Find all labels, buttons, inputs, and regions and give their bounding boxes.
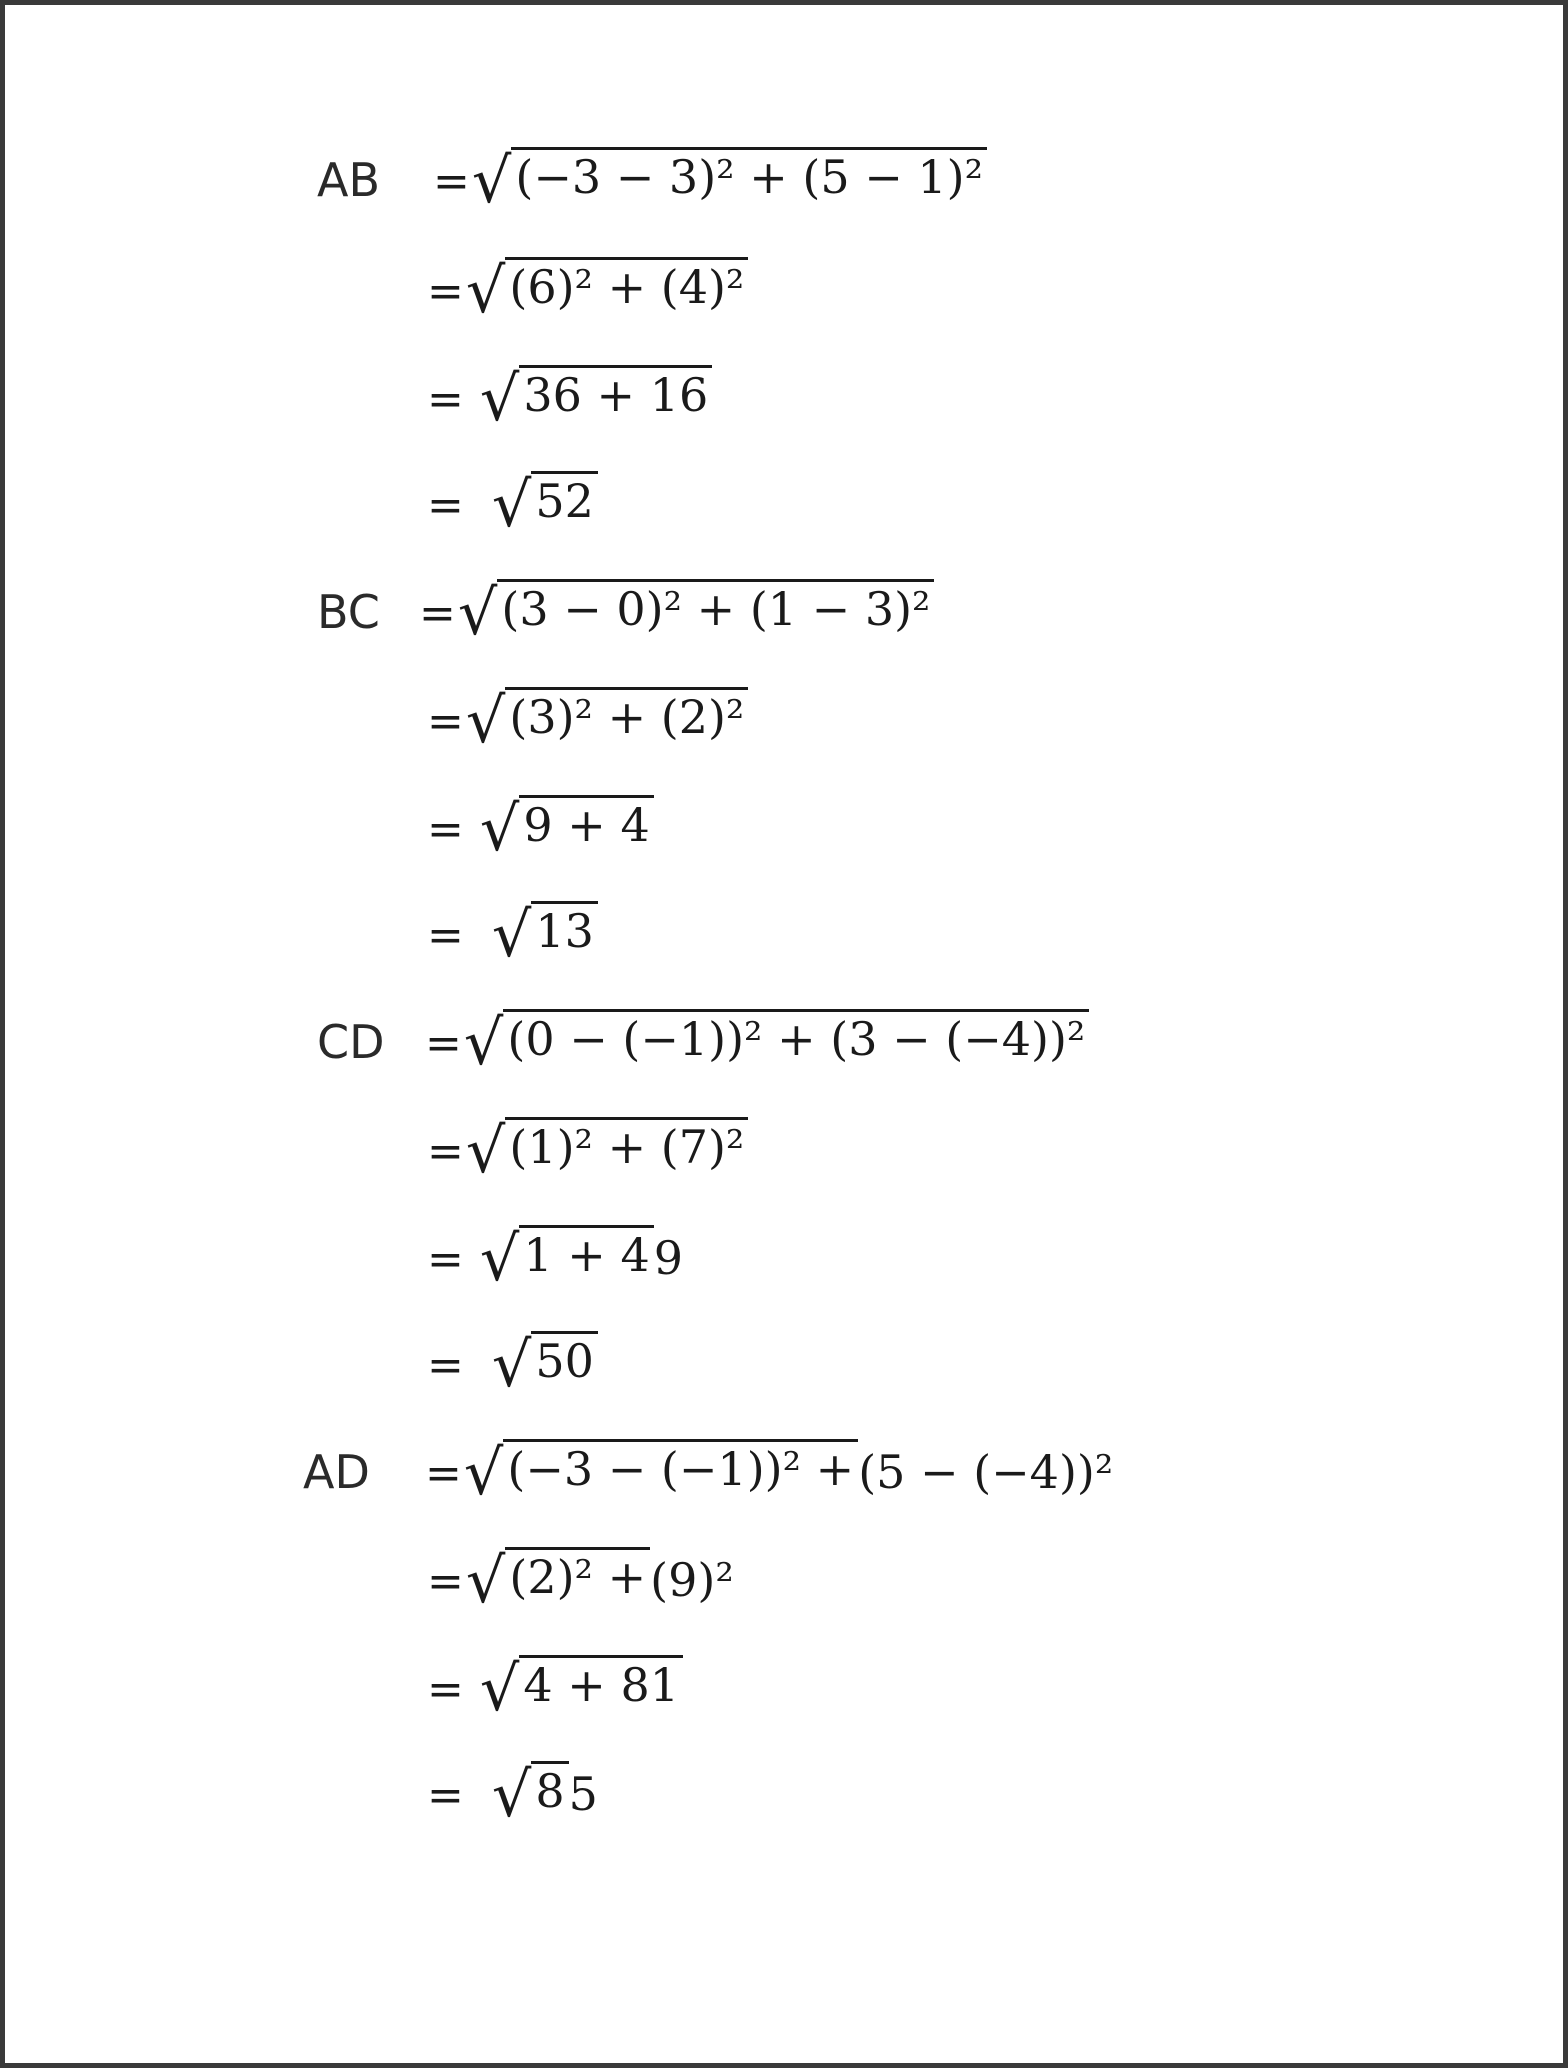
radicand: (0 − (−1))² + (3 − (−4))² <box>503 1009 1089 1065</box>
radical-sign-icon: √ <box>465 684 506 757</box>
trailing-term: (9)² <box>650 1553 734 1607</box>
radical-sign-icon: √ <box>463 1006 504 1079</box>
square-root <box>479 792 654 865</box>
square-root <box>479 1222 654 1295</box>
equation-line <box>425 1436 1114 1509</box>
radicand: (2)² + <box>505 1547 650 1603</box>
radical-sign-icon: √ <box>471 144 512 217</box>
radicand: 1 + 4 <box>519 1225 653 1281</box>
trailing-term: (5 − (−4))² <box>858 1445 1114 1499</box>
equals-sign: = <box>427 1664 464 1715</box>
radicand: 9 + 4 <box>519 795 653 851</box>
equation-line <box>427 684 748 757</box>
equation-line <box>427 254 748 327</box>
radical-sign-icon: √ <box>465 1544 506 1617</box>
equation-line <box>427 468 598 541</box>
square-root <box>465 254 749 327</box>
square-root <box>491 898 598 971</box>
segment-label-ab: AB <box>317 153 381 207</box>
equation-line <box>433 144 987 217</box>
square-root <box>463 1436 858 1509</box>
equals-sign: = <box>427 696 464 747</box>
radical-sign-icon: √ <box>457 576 498 649</box>
square-root <box>491 468 598 541</box>
equation-line <box>427 1758 598 1831</box>
radical-sign-icon: √ <box>491 1758 532 1831</box>
radical-sign-icon: √ <box>491 468 532 541</box>
equals-sign: = <box>427 1340 464 1391</box>
equals-sign: = <box>427 1556 464 1607</box>
radicand: 8 <box>531 1761 568 1817</box>
segment-label-cd: CD <box>317 1015 385 1069</box>
radicand: 4 + 81 <box>519 1655 683 1711</box>
radicand: (3 − 0)² + (1 − 3)² <box>497 579 934 635</box>
equals-sign: = <box>427 1770 464 1821</box>
radicand: (−3 − 3)² + (5 − 1)² <box>511 147 987 203</box>
square-root <box>491 1758 569 1831</box>
trailing-term: 9 <box>653 1231 683 1285</box>
equals-sign: = <box>427 910 464 961</box>
equation-line <box>427 1544 734 1617</box>
equation-line <box>427 1222 683 1295</box>
square-root <box>465 1114 749 1187</box>
square-root <box>491 1328 598 1401</box>
radical-sign-icon: √ <box>479 362 520 435</box>
radicand: 13 <box>531 901 598 957</box>
radicand: 50 <box>531 1331 598 1387</box>
square-root <box>465 1544 650 1617</box>
equals-sign: = <box>425 1018 462 1069</box>
equation-line <box>427 898 598 971</box>
equation-line <box>427 1114 748 1187</box>
equation-line <box>427 1328 598 1401</box>
equation-line <box>427 1652 683 1725</box>
square-root <box>479 1652 683 1725</box>
square-root <box>479 362 712 435</box>
radical-sign-icon: √ <box>479 1222 520 1295</box>
radical-sign-icon: √ <box>465 254 506 327</box>
radicand: 36 + 16 <box>519 365 712 421</box>
equals-sign: = <box>427 480 464 531</box>
segment-label-ad: AD <box>303 1445 370 1499</box>
equals-sign: = <box>427 1234 464 1285</box>
equation-line <box>427 362 712 435</box>
square-root <box>463 1006 1089 1079</box>
equals-sign: = <box>427 804 464 855</box>
radical-sign-icon: √ <box>491 898 532 971</box>
equals-sign: = <box>427 374 464 425</box>
radical-sign-icon: √ <box>465 1114 506 1187</box>
equals-sign: = <box>433 156 470 207</box>
equals-sign: = <box>427 266 464 317</box>
segment-label-bc: BC <box>317 585 380 639</box>
trailing-term: 5 <box>568 1767 598 1821</box>
radicand: (6)² + (4)² <box>505 257 748 313</box>
radical-sign-icon: √ <box>491 1328 532 1401</box>
square-root <box>457 576 935 649</box>
radicand: (3)² + (2)² <box>505 687 748 743</box>
radical-sign-icon: √ <box>463 1436 504 1509</box>
square-root <box>465 684 749 757</box>
radicand: (1)² + (7)² <box>505 1117 748 1173</box>
square-root <box>471 144 987 217</box>
radicand: (−3 − (−1))² + <box>503 1439 858 1495</box>
equals-sign: = <box>425 1448 462 1499</box>
equation-line <box>425 1006 1089 1079</box>
radical-sign-icon: √ <box>479 792 520 865</box>
equals-sign: = <box>419 588 456 639</box>
radicand: 52 <box>531 471 598 527</box>
equation-line <box>427 792 654 865</box>
equation-line <box>419 576 934 649</box>
radical-sign-icon: √ <box>479 1652 520 1725</box>
equals-sign: = <box>427 1126 464 1177</box>
